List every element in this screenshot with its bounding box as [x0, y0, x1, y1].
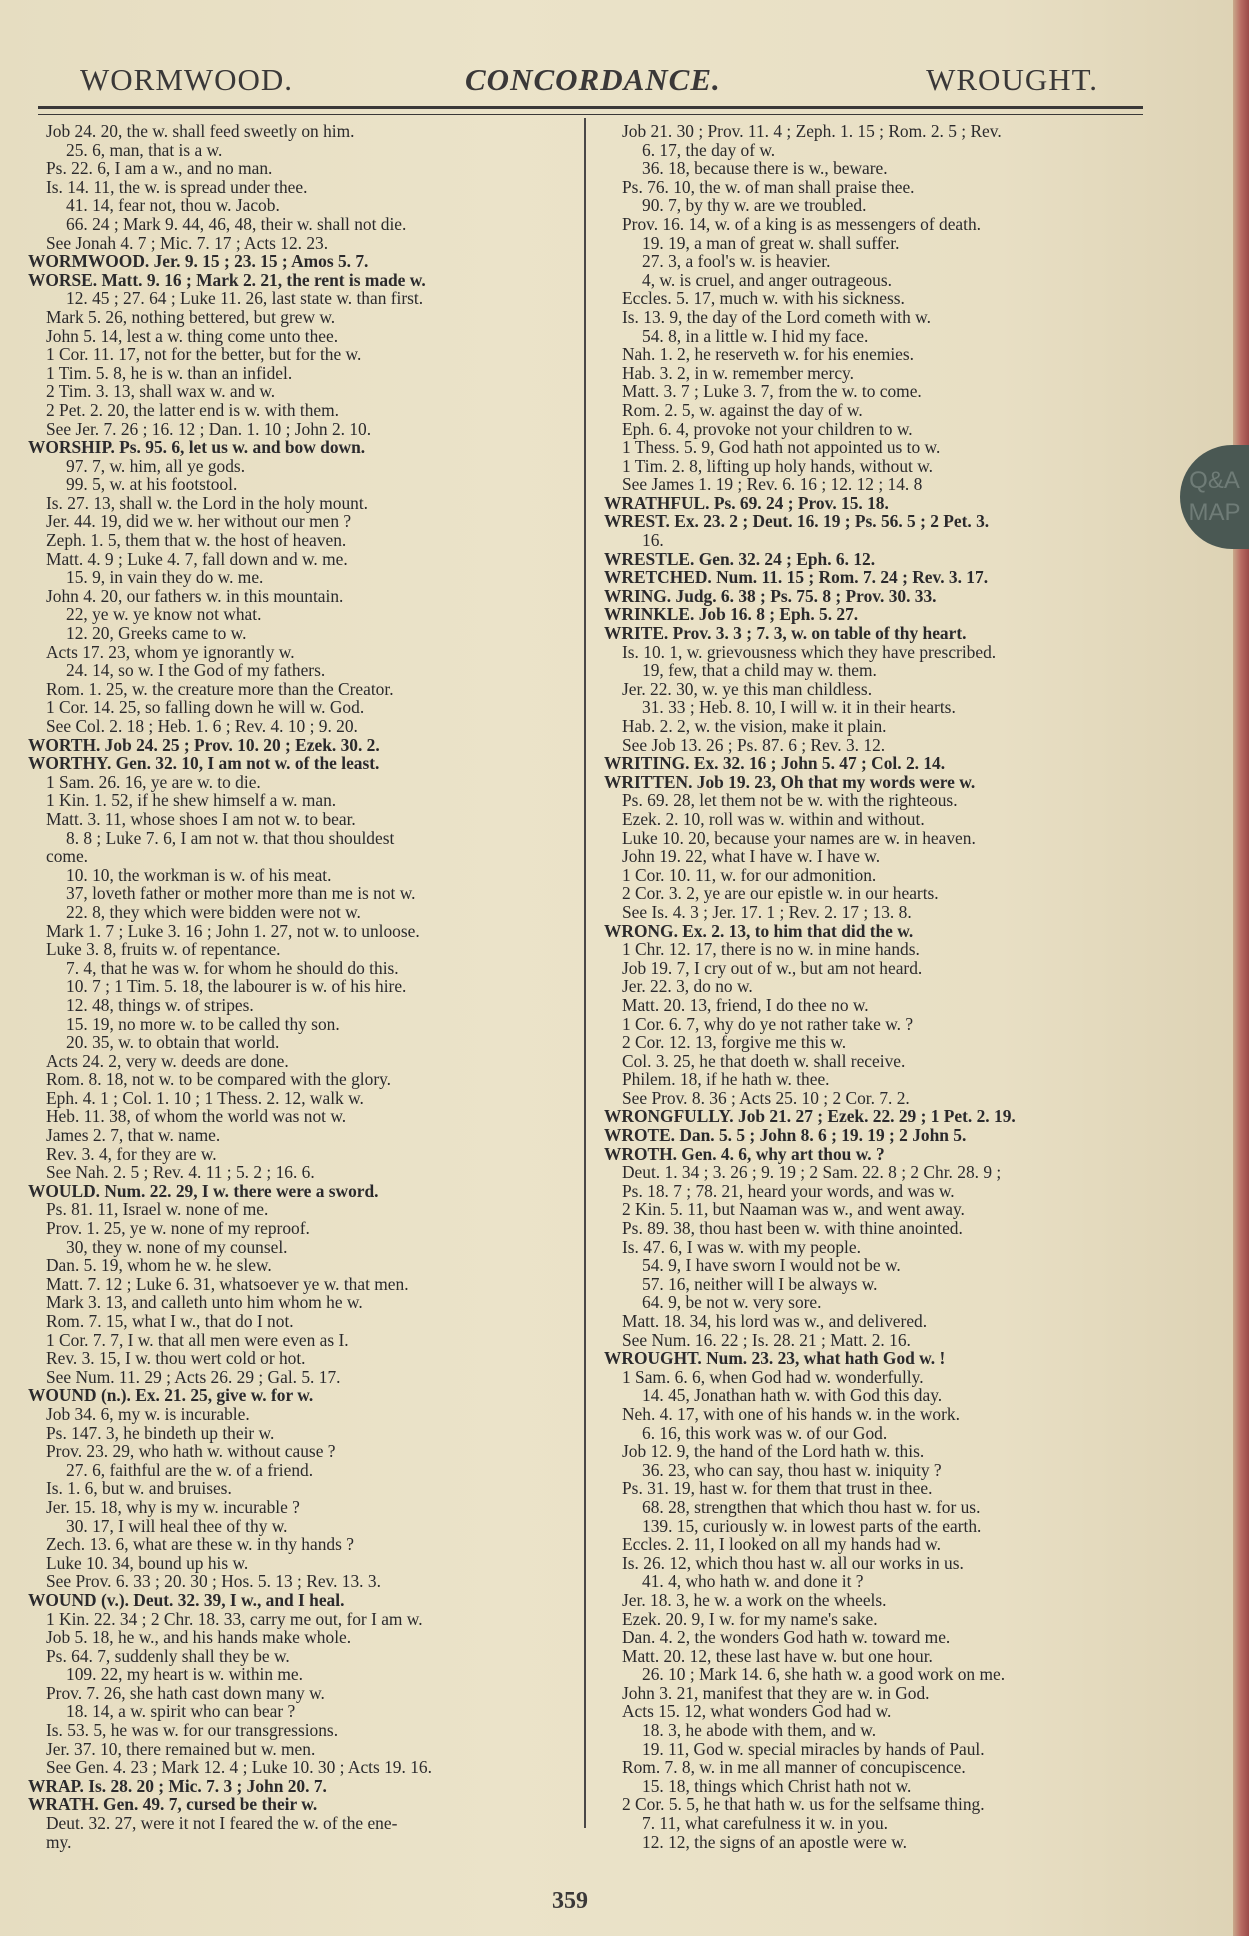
- concordance-line: James 2. 7, that w. name.: [46, 1125, 221, 1146]
- concordance-line: 1 Sam. 26. 16, ye are w. to die.: [46, 771, 261, 792]
- concordance-line: See Prov. 8. 36 ; Acts 25. 10 ; 2 Cor. 7. 2.: [622, 1087, 910, 1108]
- concordance-line: Luke 10. 34, bound up his w.: [46, 1552, 249, 1573]
- concordance-line: Ezek. 20. 9, I w. for my name's sake.: [622, 1608, 878, 1629]
- concordance-line: Eph. 6. 4, provoke not your children to w.: [622, 418, 913, 439]
- concordance-line: 1 Cor. 7. 7, I w. that all men were even as I.: [46, 1329, 349, 1350]
- concordance-line: See Job 13. 26 ; Ps. 87. 6 ; Rev. 3. 12.: [622, 734, 886, 755]
- concordance-line: Neh. 4. 17, with one of his hands w. in the work.: [622, 1403, 960, 1424]
- concordance-line: Hab. 3. 2, in w. remember mercy.: [622, 362, 854, 383]
- concordance-line: 2 Cor. 12. 13, forgive me this w.: [622, 1032, 847, 1053]
- concordance-line: Rev. 3. 4, for they are w.: [46, 1143, 217, 1164]
- concordance-line: 1 Cor. 10. 11, w. for our admonition.: [622, 864, 877, 885]
- concordance-line: 1 Cor. 11. 17, not for the better, but for the w.: [46, 344, 362, 365]
- concordance-headword-entry: WORMWOOD. Jer. 9. 15 ; 23. 15 ; Amos 5. 7.: [28, 251, 369, 272]
- concordance-line: come.: [46, 846, 89, 867]
- concordance-line: 139. 15, curiously w. in lowest parts of the earth.: [642, 1515, 982, 1536]
- concordance-line: Job 12. 9, the hand of the Lord hath w. this.: [622, 1441, 925, 1462]
- concordance-line: Rom. 7. 15, what I w., that do I not.: [46, 1311, 294, 1331]
- page-number: 359: [552, 1888, 588, 1914]
- concordance-headword-entry: WORSHIP. Ps. 95. 6, let us w. and bow down.: [28, 437, 366, 458]
- concordance-line: 31. 33 ; Heb. 8. 10, I will w. it in their hearts.: [642, 697, 956, 718]
- concordance-line: John 5. 14, lest a w. thing come unto thee.: [46, 325, 339, 346]
- concordance-line: Ps. 18. 7 ; 78. 21, heard your words, and was w.: [622, 1180, 955, 1201]
- concordance-line: 54. 9, I have sworn I would not be w.: [642, 1255, 901, 1276]
- concordance-line: 1 Kin. 22. 34 ; 2 Chr. 18. 33, carry me out, for I am w.: [46, 1608, 423, 1629]
- concordance-line: Is. 53. 5, he was w. for our transgressions.: [46, 1720, 339, 1741]
- concordance-line: 2 Cor. 5. 5, he that hath w. us for the selfsame thing.: [622, 1794, 985, 1815]
- qa-map-tab[interactable]: Q&A MAP: [1180, 445, 1249, 549]
- concordance-line: Prov. 16. 14, w. of a king is as messengers of death.: [622, 213, 982, 234]
- concordance-line: John 3. 21, manifest that they are w. in God.: [622, 1682, 930, 1703]
- concordance-headword-entry: WROUGHT. Num. 23. 23, what hath God w. !: [604, 1348, 946, 1369]
- concordance-line: Mark 5. 26, nothing bettered, but grew w.: [46, 306, 336, 327]
- concordance-line: 1 Tim. 2. 8, lifting up holy hands, without w.: [622, 455, 933, 476]
- header-rule: [38, 106, 1143, 115]
- concordance-line: Deut. 1. 34 ; 3. 26 ; 9. 19 ; 2 Sam. 22. 8 ; 2 Chr. 28. 9 ;: [622, 1162, 1002, 1183]
- concordance-line: 19, few, that a child may w. them.: [642, 660, 877, 681]
- concordance-line: Ps. 64. 7, suddenly shall they be w.: [46, 1645, 290, 1666]
- concordance-line: 1 Cor. 6. 7, why do ye not rather take w. ?: [622, 1013, 914, 1034]
- concordance-line: Hab. 2. 2, w. the vision, make it plain.: [622, 716, 887, 736]
- concordance-line: See Col. 2. 18 ; Heb. 1. 6 ; Rev. 4. 10 ; 9. 20.: [46, 716, 358, 736]
- concordance-line: 7. 4, that he was w. for whom he should do this.: [66, 957, 399, 978]
- concordance-line: Ezek. 2. 10, roll was w. within and without.: [622, 808, 925, 829]
- concordance-headword-entry: WRESTLE. Gen. 32. 24 ; Eph. 6. 12.: [604, 548, 876, 569]
- concordance-line: See Prov. 6. 33 ; 20. 30 ; Hos. 5. 13 ; Rev. 13. 3.: [46, 1571, 381, 1592]
- concordance-headword-entry: WORSE. Matt. 9. 16 ; Mark 2. 21, the rent is made w.: [28, 269, 426, 290]
- header-title: CONCORDANCE.: [465, 62, 721, 97]
- concordance-line: John 19. 22, what I have w. I have w.: [622, 846, 881, 867]
- concordance-line: See Is. 4. 3 ; Jer. 17. 1 ; Rev. 2. 17 ; 13. 8.: [622, 901, 912, 922]
- concordance-line: 30. 17, I will heal thee of thy w.: [66, 1515, 288, 1536]
- concordance-line: 1 Thess. 5. 9, God hath not appointed us to w.: [622, 437, 941, 458]
- concordance-line: See Num. 11. 29 ; Acts 26. 29 ; Gal. 5. 17.: [46, 1366, 341, 1387]
- concordance-line: Acts 24. 2, very w. deeds are done.: [46, 1050, 289, 1071]
- concordance-line: 19. 19, a man of great w. shall suffer.: [642, 232, 900, 253]
- concordance-headword-entry: WRAP. Is. 28. 20 ; Mic. 7. 3 ; John 20. 7.: [28, 1775, 327, 1796]
- concordance-line: 20. 35, w. to obtain that world.: [66, 1032, 280, 1053]
- concordance-line: See Gen. 4. 23 ; Mark 12. 4 ; Luke 10. 30 ; Acts 19. 16.: [46, 1757, 432, 1778]
- concordance-line: 19. 11, God w. special miracles by hands of Paul.: [642, 1738, 985, 1759]
- concordance-line: 26. 10 ; Mark 14. 6, she hath w. a good work on me.: [642, 1664, 1006, 1685]
- concordance-line: Matt. 18. 34, his lord was w., and delivered.: [622, 1311, 928, 1331]
- concordance-line: 12. 12, the signs of an apostle were w.: [642, 1831, 907, 1852]
- concordance-line: Ps. 89. 38, thou hast been w. with thine anointed.: [622, 1218, 963, 1239]
- concordance-line: 7. 11, what carefulness it w. in you.: [642, 1813, 888, 1834]
- concordance-line: 41. 4, who hath w. and done it ?: [642, 1571, 864, 1592]
- concordance-line: 37, loveth father or mother more than me is not w.: [66, 883, 416, 904]
- concordance-line: 14. 45, Jonathan hath w. with God this day.: [642, 1385, 943, 1406]
- concordance-line: 99. 5, w. at his footstool.: [66, 474, 238, 495]
- concordance-line: Rom. 7. 8, w. in me all manner of concupiscence.: [622, 1757, 966, 1778]
- concordance-line: Prov. 7. 26, she hath cast down many w.: [46, 1682, 325, 1703]
- concordance-line: 90. 7, by thy w. are we troubled.: [642, 195, 867, 216]
- concordance-line: Matt. 7. 12 ; Luke 6. 31, whatsoever ye w. that men.: [46, 1273, 409, 1294]
- concordance-line: 1 Tim. 5. 8, he is w. than an infidel.: [46, 362, 293, 383]
- concordance-line: Is. 10. 1, w. grievousness which they have prescribed.: [622, 641, 997, 662]
- concordance-line: Job 19. 7, I cry out of w., but am not heard.: [622, 957, 923, 978]
- concordance-headword-entry: WRITTEN. Job 19. 23, Oh that my words were w.: [604, 771, 976, 792]
- concordance-line: 109. 22, my heart is w. within me.: [66, 1664, 303, 1685]
- concordance-line: Luke 3. 8, fruits w. of repentance.: [46, 939, 281, 960]
- concordance-headword-entry: WRATH. Gen. 49. 7, cursed be their w.: [28, 1794, 318, 1815]
- concordance-line: Col. 3. 25, he that doeth w. shall receive.: [622, 1050, 906, 1071]
- concordance-line: Matt. 4. 9 ; Luke 4. 7, fall down and w. me.: [46, 548, 348, 569]
- concordance-line: Jer. 15. 18, why is my w. incurable ?: [46, 1496, 300, 1517]
- concordance-line: Eccles. 5. 17, much w. with his sickness.: [622, 288, 905, 309]
- concordance-line: John 4. 20, our fathers w. in this mountain.: [46, 585, 344, 606]
- concordance-line: Mark 3. 13, and calleth unto him whom he w.: [46, 1292, 363, 1313]
- concordance-line: 97. 7, w. him, all ye gods.: [66, 455, 246, 476]
- concordance-line: Rom. 2. 5, w. against the day of w.: [622, 399, 863, 420]
- concordance-line: 2 Pet. 2. 20, the latter end is w. with them.: [46, 399, 340, 420]
- concordance-line: Eph. 4. 1 ; Col. 1. 10 ; 1 Thess. 2. 12, walk w.: [46, 1087, 364, 1108]
- concordance-line: my.: [46, 1831, 72, 1852]
- concordance-line: Dan. 4. 2, the wonders God hath w. toward me.: [622, 1627, 951, 1648]
- concordance-line: Eccles. 2. 11, I looked on all my hands had w.: [622, 1534, 941, 1555]
- concordance-headword-entry: WOUND (n.). Ex. 21. 25, give w. for w.: [28, 1385, 314, 1406]
- concordance-line: 36. 18, because there is w., beware.: [642, 158, 888, 179]
- concordance-line: Matt. 3. 7 ; Luke 3. 7, from the w. to come.: [622, 381, 922, 402]
- concordance-line: 2 Kin. 5. 11, but Naaman was w., and went away.: [622, 1199, 965, 1220]
- concordance-line: 12. 48, things w. of stripes.: [66, 994, 254, 1015]
- concordance-line: 15. 19, no more w. to be called thy son.: [66, 1013, 340, 1034]
- left-column: [28, 121, 576, 1852]
- concordance-headword-entry: WRING. Judg. 6. 38 ; Ps. 75. 8 ; Prov. 30. 33.: [604, 585, 937, 606]
- concordance-line: Matt. 20. 13, friend, I do thee no w.: [622, 994, 869, 1015]
- concordance-line: Prov. 23. 29, who hath w. without cause ?: [46, 1441, 336, 1462]
- concordance-line: 2 Cor. 3. 2, ye are our epistle w. in our hearts.: [622, 883, 939, 904]
- header-last-word: WROUGHT.: [926, 62, 1098, 97]
- column-divider: [584, 118, 586, 1828]
- concordance-line: Prov. 1. 25, ye w. none of my reproof.: [46, 1218, 310, 1239]
- concordance-line: Ps. 147. 3, he bindeth up their w.: [46, 1422, 275, 1443]
- concordance-line: Is. 1. 6, but w. and bruises.: [46, 1478, 232, 1499]
- concordance-line: Ps. 22. 6, I am a w., and no man.: [46, 158, 273, 179]
- concordance-line: 64. 9, be not w. very sore.: [642, 1292, 822, 1313]
- concordance-line: 27. 6, faithful are the w. of a friend.: [66, 1459, 314, 1480]
- concordance-line: Is. 27. 13, shall w. the Lord in the holy mount.: [46, 492, 369, 513]
- concordance-line: 30, they w. none of my counsel.: [66, 1236, 288, 1257]
- book-edge: [1233, 0, 1249, 1936]
- concordance-line: Jer. 18. 3, he w. a work on the wheels.: [622, 1589, 887, 1610]
- concordance-headword-entry: WREST. Ex. 23. 2 ; Deut. 16. 19 ; Ps. 56. 5 ; 2 Pet. 3.: [604, 511, 990, 532]
- concordance-headword-entry: WRONG. Ex. 2. 13, to him that did the w.: [604, 920, 914, 941]
- concordance-headword-entry: WOUND (v.). Deut. 32. 39, I w., and I heal.: [28, 1589, 345, 1610]
- concordance-headword-entry: WRONGFULLY. Job 21. 27 ; Ezek. 22. 29 ; 1 Pet. 2. 19.: [604, 1106, 1016, 1127]
- concordance-line: Job 24. 20, the w. shall feed sweetly on him.: [46, 121, 355, 141]
- concordance-line: Zeph. 1. 5, them that w. the host of heaven.: [46, 530, 347, 551]
- concordance-line: 8. 8 ; Luke 7. 6, I am not w. that thou shouldest: [66, 827, 395, 848]
- concordance-line: Philem. 18, if he hath w. thee.: [622, 1069, 830, 1090]
- concordance-line: 1 Sam. 6. 6, when God had w. wonderfully.: [622, 1366, 924, 1387]
- concordance-line: 18. 14, a w. spirit who can bear ?: [66, 1701, 296, 1722]
- concordance-line: 6. 17, the day of w.: [642, 139, 776, 160]
- concordance-headword-entry: WROTE. Dan. 5. 5 ; John 8. 6 ; 19. 19 ; 2 John 5.: [604, 1125, 967, 1146]
- concordance-line: Heb. 11. 38, of whom the world was not w.: [46, 1106, 347, 1127]
- concordance-line: Rev. 3. 15, I w. thou wert cold or hot.: [46, 1348, 306, 1369]
- concordance-headword-entry: WRINKLE. Job 16. 8 ; Eph. 5. 27.: [604, 604, 859, 625]
- page-header: [40, 62, 1110, 112]
- concordance-line: Acts 17. 23, whom ye ignorantly w.: [46, 641, 295, 662]
- concordance-headword-entry: WRETCHED. Num. 11. 15 ; Rom. 7. 24 ; Rev. 3. 17.: [604, 567, 989, 588]
- concordance-line: Ps. 81. 11, Israel w. none of me.: [46, 1199, 269, 1220]
- concordance-line: 68. 28, strengthen that which thou hast w. for us.: [642, 1496, 981, 1517]
- concordance-line: 41. 14, fear not, thou w. Jacob.: [66, 195, 280, 216]
- concordance-line: 16.: [642, 530, 664, 551]
- concordance-line: 36. 23, who can say, thou hast w. iniquity ?: [642, 1459, 942, 1480]
- concordance-line: Is. 47. 6, I was w. with my people.: [622, 1236, 861, 1257]
- concordance-line: 2 Tim. 3. 13, shall wax w. and w.: [46, 381, 276, 402]
- right-column: [604, 121, 1144, 1852]
- concordance-line: Jer. 37. 10, there remained but w. men.: [46, 1738, 316, 1759]
- concordance-line: Job 21. 30 ; Prov. 11. 4 ; Zeph. 1. 15 ; Rom. 2. 5 ; Rev.: [622, 121, 1002, 141]
- concordance-line: Ps. 76. 10, the w. of man shall praise thee.: [622, 176, 915, 197]
- concordance-headword-entry: WRITE. Prov. 3. 3 ; 7. 3, w. on table of thy heart.: [604, 623, 967, 644]
- concordance-line: 12. 45 ; 27. 64 ; Luke 11. 26, last state w. than first.: [66, 288, 424, 309]
- concordance-line: Acts 15. 12, what wonders God had w.: [622, 1701, 892, 1722]
- concordance-line: Jer. 44. 19, did we w. her without our men ?: [46, 511, 352, 532]
- concordance-headword-entry: WORTHY. Gen. 32. 10, I am not w. of the least.: [28, 753, 380, 774]
- concordance-line: 10. 7 ; 1 Tim. 5. 18, the labourer is w. of his hire.: [66, 976, 407, 997]
- concordance-line: See Num. 16. 22 ; Is. 28. 21 ; Matt. 2. 16.: [622, 1329, 911, 1350]
- concordance-line: 27. 3, a fool's w. is heavier.: [642, 251, 831, 272]
- concordance-line: Nah. 1. 2, he reserveth w. for his enemies.: [622, 344, 915, 365]
- concordance-line: 66. 24 ; Mark 9. 44, 46, 48, their w. shall not die.: [66, 213, 407, 234]
- concordance-headword-entry: WORTH. Job 24. 25 ; Prov. 10. 20 ; Ezek. 30. 2.: [28, 734, 380, 755]
- concordance-headword-entry: WOULD. Num. 22. 29, I w. there were a sword.: [28, 1180, 379, 1201]
- concordance-line: Job 5. 18, he w., and his hands make whole.: [46, 1627, 352, 1648]
- concordance-line: Ps. 31. 19, hast w. for them that trust in thee.: [622, 1478, 933, 1499]
- concordance-line: Zech. 13. 6, what are these w. in thy hands ?: [46, 1534, 354, 1555]
- concordance-line: Rom. 8. 18, not w. to be compared with the glory.: [46, 1069, 392, 1090]
- concordance-line: Jer. 22. 30, w. ye this man childless.: [622, 678, 873, 699]
- concordance-line: 18. 3, he abode with them, and w.: [642, 1720, 877, 1741]
- concordance-line: 24. 14, so w. I the God of my fathers.: [66, 660, 326, 681]
- concordance-headword-entry: WRITING. Ex. 32. 16 ; John 5. 47 ; Col. 2. 14.: [604, 753, 946, 774]
- concordance-line: 10. 10, the workman is w. of his meat.: [66, 864, 332, 885]
- concordance-line: Ps. 69. 28, let them not be w. with the righteous.: [622, 790, 958, 811]
- concordance-line: Deut. 32. 27, were it not I feared the w. of the ene-: [46, 1813, 398, 1834]
- concordance-line: See Jonah 4. 7 ; Mic. 7. 17 ; Acts 12. 23.: [46, 232, 329, 253]
- header-first-word: WORMWOOD.: [80, 62, 294, 97]
- concordance-headword-entry: WRATHFUL. Ps. 69. 24 ; Prov. 15. 18.: [604, 492, 889, 513]
- concordance-line: See James 1. 19 ; Rev. 6. 16 ; 12. 12 ; 14. 8: [622, 474, 923, 495]
- concordance-line: Matt. 20. 12, these last have w. but one hour.: [622, 1645, 933, 1666]
- concordance-line: 25. 6, man, that is a w.: [66, 139, 223, 160]
- concordance-line: 12. 20, Greeks came to w.: [66, 623, 247, 644]
- concordance-line: Is. 13. 9, the day of the Lord cometh with w.: [622, 306, 931, 327]
- concordance-line: Luke 10. 20, because your names are w. in heaven.: [622, 827, 976, 848]
- concordance-line: See Jer. 7. 26 ; 16. 12 ; Dan. 1. 10 ; John 2. 10.: [46, 418, 372, 439]
- concordance-line: 1 Chr. 12. 17, there is no w. in mine hands.: [622, 939, 920, 960]
- concordance-line: 57. 16, neither will I be always w.: [642, 1273, 878, 1294]
- concordance-line: Job 34. 6, my w. is incurable.: [46, 1403, 250, 1424]
- concordance-line: 15. 9, in vain they do w. me.: [66, 567, 264, 588]
- concordance-line: Is. 14. 11, the w. is spread under thee.: [46, 176, 308, 197]
- concordance-line: 22, ye w. ye know not what.: [66, 604, 262, 625]
- concordance-line: 6. 16, this work was w. of our God.: [642, 1422, 888, 1443]
- concordance-line: 15. 18, things which Christ hath not w.: [642, 1775, 912, 1796]
- concordance-line: Is. 26. 12, which thou hast w. all our works in us.: [622, 1552, 964, 1573]
- concordance-line: Dan. 5. 19, whom he w. he slew.: [46, 1255, 272, 1276]
- concordance-line: 22. 8, they which were bidden were not w.: [66, 901, 361, 922]
- concordance-line: 4, w. is cruel, and anger outrageous.: [642, 269, 892, 290]
- concordance-line: 1 Kin. 1. 52, if he shew himself a w. man.: [46, 790, 337, 811]
- concordance-line: See Nah. 2. 5 ; Rev. 4. 11 ; 5. 2 ; 16. 6.: [46, 1162, 315, 1183]
- concordance-headword-entry: WROTH. Gen. 4. 6, why art thou w. ?: [604, 1143, 885, 1164]
- concordance-line: Jer. 22. 3, do no w.: [622, 976, 753, 997]
- concordance-line: 1 Cor. 14. 25, so falling down he will w. God.: [46, 697, 365, 718]
- concordance-line: 54. 8, in a little w. I hid my face.: [642, 325, 869, 346]
- concordance-line: Matt. 3. 11, whose shoes I am not w. to bear.: [46, 808, 356, 829]
- concordance-line: Mark 1. 7 ; Luke 3. 16 ; John 1. 27, not w. to unloose.: [46, 920, 420, 941]
- concordance-line: Rom. 1. 25, w. the creature more than the Creator.: [46, 678, 394, 699]
